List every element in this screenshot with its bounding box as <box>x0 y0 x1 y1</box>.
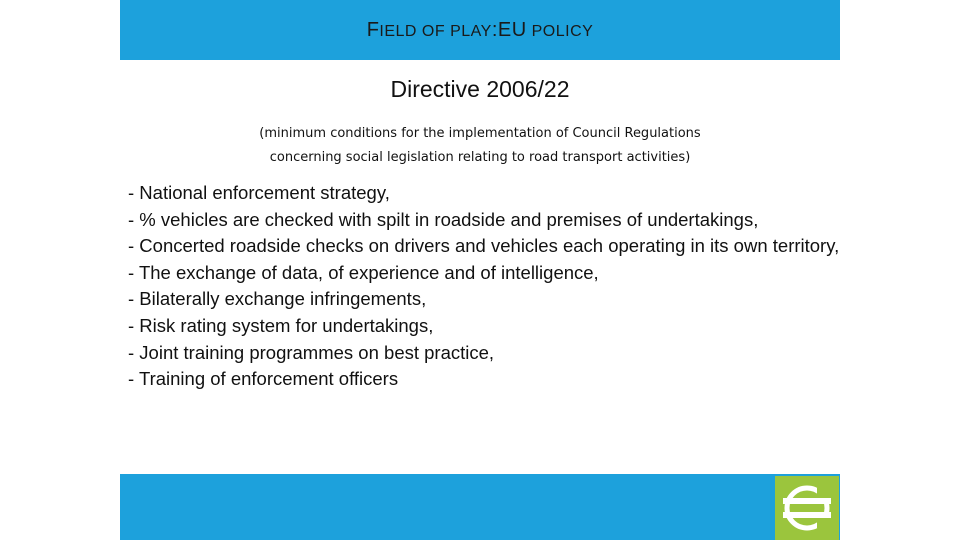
slide-title <box>367 19 594 42</box>
list-item: - National enforcement strategy, <box>128 182 390 203</box>
title-part: F <box>366 18 380 41</box>
title-part: IELD OF PLAY <box>379 22 492 40</box>
logo-graphic <box>779 480 835 536</box>
description-line: (minimum conditions for the implementation of Council Regulations <box>259 126 701 141</box>
list-item: - Bilaterally exchange infringements, <box>128 288 427 310</box>
list-item: - Joint training programmes on best practice, <box>128 341 495 363</box>
header-bar <box>120 0 840 60</box>
list-item: - Risk rating system for undertakings, <box>128 314 434 336</box>
directive-description <box>120 122 840 170</box>
footer-bar <box>120 474 840 540</box>
description-line: concerning social legislation relating to road transport activities) <box>269 150 691 165</box>
title-part: :EU <box>491 18 527 41</box>
directive-heading: Directive 2006/22 <box>390 76 570 102</box>
bullet-list <box>128 180 858 393</box>
list-item: - Training of enforcement officers <box>128 368 399 390</box>
list-item: - % vehicles are checked with spilt in roadside and premises of undertakings, <box>128 208 759 230</box>
list-item: - The exchange of data, of experience and of intelligence, <box>128 261 599 283</box>
euro-e-logo-icon <box>775 476 839 540</box>
list-item: - Concerted roadside checks on drivers and vehicles each operating in its own territory, <box>128 235 840 257</box>
title-part: POLICY <box>526 22 594 40</box>
